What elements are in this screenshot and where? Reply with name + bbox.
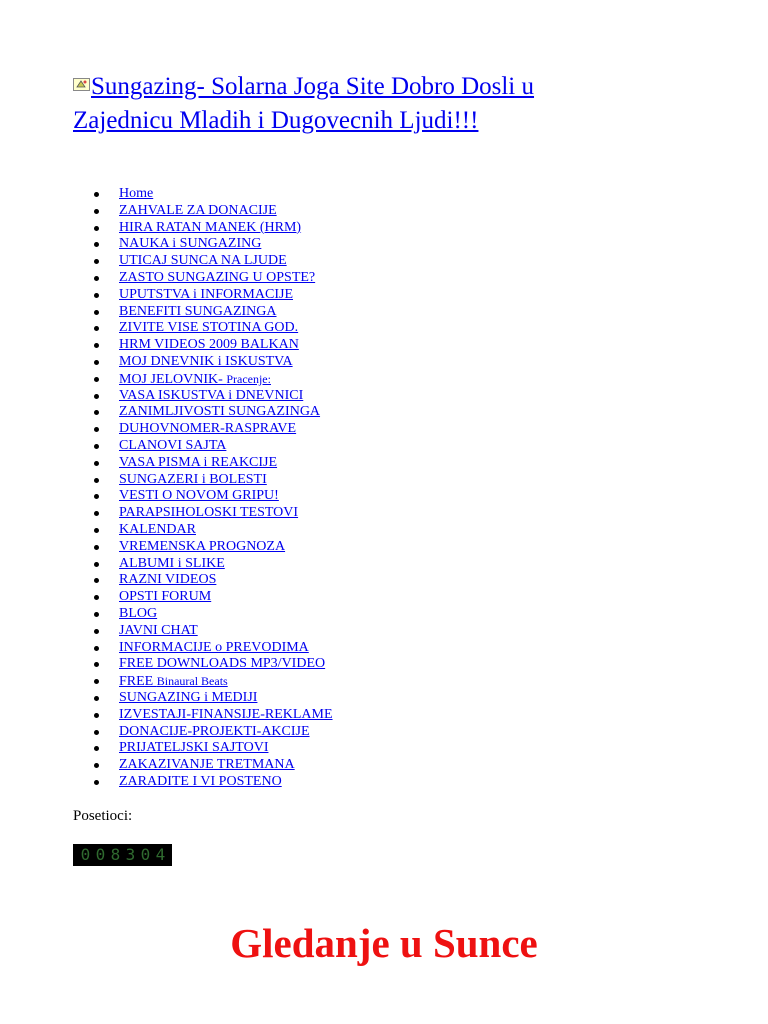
nav-link[interactable] [119,270,315,285]
nav-link[interactable] [119,674,228,689]
nav-item [92,371,333,388]
nav-link[interactable] [119,724,310,739]
nav-link-label: ZASTO SUNGAZING U OPSTE? [119,269,316,285]
nav-link[interactable] [119,404,320,419]
bullet-icon [94,259,99,264]
counter-digit: 0 [140,845,151,864]
nav-item [92,690,333,707]
nav-link[interactable] [119,236,261,251]
bullet-icon [94,242,99,247]
nav-item [92,640,333,657]
nav-link-label: NAUKA i SUNGAZING [119,236,262,252]
bullet-icon [94,276,99,281]
nav-item [92,304,333,321]
nav-item [92,606,333,623]
bullet-icon [94,310,99,315]
bullet-icon [94,545,99,550]
nav-item [92,186,333,203]
nav-link-label: MOJ DNEVNIK i ISKUSTVA [119,353,293,369]
nav-item [92,556,333,573]
nav-item [92,438,333,455]
nav-link[interactable] [119,690,257,705]
main-navigation [92,186,333,791]
nav-link-label: PRIJATELJSKI SAJTOVI [119,740,269,756]
nav-link-sublabel: Pracenje: [226,371,271,386]
nav-link[interactable] [119,304,277,319]
nav-link[interactable] [119,606,157,621]
site-title-link[interactable]: Sungazing- Solarna Joga Site Dobro Dosli u Zajednicu Mladih i Dugovecnih Ljudi!!! [73,73,535,134]
counter-digit: 3 [125,845,136,864]
nav-item [92,421,333,438]
nav-link[interactable] [119,337,299,352]
counter-digit: 4 [155,845,166,864]
page-title: Gledanje u Sunce [230,920,538,966]
bullet-icon [94,562,99,567]
nav-link[interactable] [119,388,303,403]
bullet-icon [94,746,99,751]
nav-item [92,236,333,253]
nav-item [92,455,333,472]
bullet-icon [94,511,99,516]
bullet-icon [94,461,99,466]
nav-item [92,472,333,489]
nav-link-sublabel: Binaural Beats [156,674,228,689]
bullet-icon [94,612,99,617]
bullet-icon [94,326,99,331]
bullet-icon [94,730,99,735]
bullet-icon [94,377,99,382]
bullet-icon [94,343,99,348]
nav-item [92,774,333,791]
nav-item [92,757,333,774]
nav-item [92,270,333,287]
nav-link[interactable] [119,455,277,470]
bullet-icon [94,444,99,449]
nav-link[interactable] [119,640,309,655]
bullet-icon [94,226,99,231]
nav-link[interactable] [119,656,325,671]
nav-link-label: UTICAJ SUNCA NA LJUDE [119,253,287,269]
bullet-icon [94,696,99,701]
nav-link-label: ZIVITE VISE STOTINA GOD. [119,320,299,336]
nav-link-label: DONACIJE-PROJEKTI-AKCIJE [119,723,310,739]
nav-link[interactable] [119,421,296,436]
nav-link-label: ZARADITE I VI POSTENO [119,773,282,789]
bullet-icon [94,427,99,432]
nav-item [92,572,333,589]
nav-link[interactable] [119,488,279,503]
nav-link[interactable] [119,320,298,335]
nav-item [92,337,333,354]
nav-link[interactable] [119,253,287,268]
nav-link[interactable] [119,472,267,487]
site-header [73,70,593,137]
nav-link-label: Home [119,186,154,201]
bullet-icon [94,713,99,718]
nav-link[interactable] [119,505,298,520]
nav-link-label: JAVNI CHAT [119,622,198,638]
nav-item [92,505,333,522]
nav-link[interactable] [119,372,271,387]
bullet-icon [94,528,99,533]
nav-link-label: ZANIMLJIVOSTI SUNGAZINGA [119,404,321,420]
counter-digit: 0 [95,845,106,864]
nav-link[interactable] [119,287,293,302]
nav-link[interactable] [119,186,153,201]
nav-item [92,320,333,337]
nav-link-label: BLOG [119,605,158,621]
nav-item [92,253,333,270]
bullet-icon [94,629,99,634]
visitor-counter [73,844,172,866]
nav-link[interactable] [119,589,211,604]
nav-item [92,388,333,405]
nav-item [92,740,333,757]
counter-digit: 0 [80,845,91,864]
bullet-icon [94,578,99,583]
nav-link-label: INFORMACIJE o PREVODIMA [119,639,309,655]
nav-link-label: PARAPSIHOLOSKI TESTOVI [119,505,299,521]
nav-link[interactable] [119,740,268,755]
nav-link[interactable] [119,774,282,789]
nav-item [92,707,333,724]
nav-link-label: FREE DOWNLOADS MP3/VIDEO [119,656,326,672]
bullet-icon [94,394,99,399]
nav-link[interactable] [119,203,277,218]
nav-link-label: VESTI O NOVOM GRIPU! [119,488,279,504]
bullet-icon [94,478,99,483]
nav-item [92,656,333,673]
nav-link-label: RAZNI VIDEOS [119,572,217,588]
broken-image-icon [73,78,90,91]
nav-link-label: HIRA RATAN MANEK (HRM) [119,219,302,235]
nav-item [92,203,333,220]
bullet-icon [94,360,99,365]
nav-item [92,589,333,606]
nav-link-label: FREE [119,674,157,690]
nav-link-label: SUNGAZERI i BOLESTI [119,471,267,487]
nav-item [92,522,333,539]
bullet-icon [94,780,99,785]
nav-item [92,287,333,304]
nav-link-label: DUHOVNOMER-RASPRAVE [119,421,297,437]
visitors-label: Posetioci: [73,808,133,824]
bullet-icon [94,293,99,298]
nav-link[interactable] [119,220,301,235]
bullet-icon [94,192,99,197]
nav-link-label: HRM VIDEOS 2009 BALKAN [119,337,299,353]
nav-link-label: BENEFITI SUNGAZINGA [119,303,277,319]
nav-link-label: MOJ JELOVNIK- [119,371,227,387]
bullet-icon [94,679,99,684]
nav-item [92,724,333,741]
nav-item [92,673,333,690]
nav-link[interactable] [119,556,225,571]
bullet-icon [94,595,99,600]
bullet-icon [94,646,99,651]
nav-item [92,404,333,421]
nav-link-label: KALENDAR [119,521,196,537]
bullet-icon [94,494,99,499]
nav-link-label: VASA PISMA i REAKCIJE [119,454,278,470]
nav-link-label: OPSTI FORUM [119,589,212,605]
nav-link-label: ALBUMI i SLIKE [119,555,225,571]
nav-link-label: ZAKAZIVANJE TRETMANA [119,757,295,773]
nav-link[interactable] [119,707,333,722]
bullet-icon [94,763,99,768]
nav-link[interactable] [119,757,295,772]
nav-item [92,488,333,505]
nav-item [92,220,333,237]
counter-digit: 8 [110,845,121,864]
bullet-icon [94,209,99,214]
nav-link[interactable] [119,623,198,638]
nav-link-label: IZVESTAJI-FINANSIJE-REKLAME [119,706,333,722]
bullet-icon [94,662,99,667]
nav-item [92,539,333,556]
nav-link[interactable] [119,522,196,537]
nav-link-label: VREMENSKA PROGNOZA [119,538,286,554]
nav-link[interactable] [119,354,293,369]
nav-item [92,354,333,371]
nav-link[interactable] [119,572,216,587]
nav-link-label: ZAHVALE ZA DONACIJE [119,202,277,218]
nav-link-label: VASA ISKUSTVA i DNEVNICI [119,387,304,403]
nav-link-label: CLANOVI SAJTA [119,437,227,453]
nav-link[interactable] [119,438,226,453]
bullet-icon [94,410,99,415]
nav-link[interactable] [119,539,285,554]
nav-item [92,623,333,640]
nav-link-label: SUNGAZING i MEDIJI [119,689,258,705]
nav-link-label: UPUTSTVA i INFORMACIJE [119,286,293,302]
